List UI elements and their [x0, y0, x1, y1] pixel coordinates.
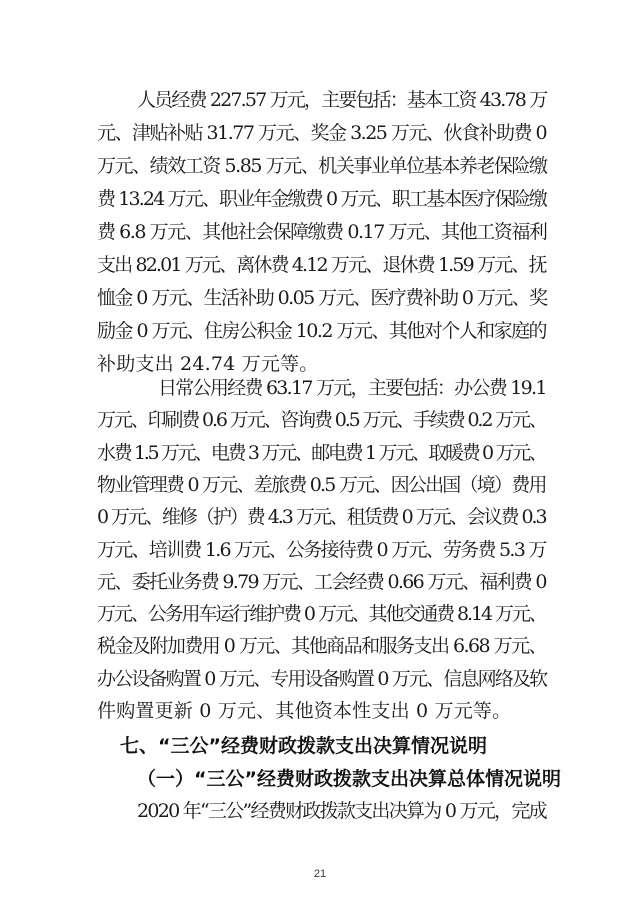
subsection-heading: （一）“三公”经费财政拨款支出决算总体情况说明 [137, 768, 561, 790]
text-line: 费 6.8 万元、其他社会保障缴费 0.17 万元、其他工资福利 [97, 221, 547, 243]
text-line: 2020 年“三公”经费财政拨款支出决算为 0 万元，完成 [137, 800, 546, 822]
text-line: 水费 1.5 万元、电费 3 万元、邮电费 1 万元、取暖费 0 万元、 [97, 441, 546, 464]
text-line: 办公设备购置 0 万元、专用设备购置 0 万元、信息网络及软 [97, 667, 547, 690]
text-line: 0 万元、维修（护）费 4.3 万元、租赁费 0 万元、会议费 0.3 [97, 506, 546, 529]
text-line: 日常公用经费 63.17 万元，主要包括：办公费 19.1 [158, 377, 546, 399]
text-line: 税金及附加费用 0 万元、其他商品和服务支出 6.68 万元、 [97, 635, 547, 658]
text-line: 人员经费 227.57 万元，主要包括：基本工资 43.78 万 [137, 89, 547, 111]
text-line: 元、委托业务费 9.79 万元、工会经费 0.66 万元、福利费 0 [97, 570, 546, 593]
text-line: 件购置更新 0 万元、其他资本性支出 0 万元等。 [97, 700, 512, 722]
text-line: 万元、培训费 1.6 万元、公务接待费 0 万元、劳务费 5.3 万 [97, 538, 546, 561]
text-line: 物业管理费 0 万元、差旅费 0.5 万元、因公出国（境）费用 [97, 473, 546, 496]
text-line: 补助支出 24.74 万元等。 [97, 353, 319, 375]
text-line: 费 13.24 万元、职业年金缴费 0 万元、职工基本医疗保险缴 [97, 188, 546, 210]
text-line: 万元、公务用车运行维护费 0 万元、其他交通费 8.14 万元、 [97, 603, 546, 626]
text-line: 万元、印刷费 0.6 万元、咨询费 0.5 万元、手续费 0.2 万元、 [97, 409, 546, 432]
text-line: 恤金 0 万元、生活补助 0.05 万元、医疗费补助 0 万元、奖 [97, 287, 547, 309]
text-line: 励金 0 万元、住房公积金 10.2 万元、其他对个人和家庭的 [97, 320, 547, 342]
section-heading: 七、“三公”经费财政拨款支出决算情况说明 [120, 735, 487, 757]
page-number: 21 [313, 868, 327, 880]
text-line: 元、津贴补贴 31.77 万元、奖金 3.25 万元、伙食补助费 0 [97, 122, 547, 144]
text-line: 支出 82.01 万元、离休费 4.12 万元、退休费 1.59 万元、抚 [97, 254, 546, 276]
text-line: 万元、绩效工资 5.85 万元、机关事业单位基本养老保险缴 [97, 155, 547, 177]
